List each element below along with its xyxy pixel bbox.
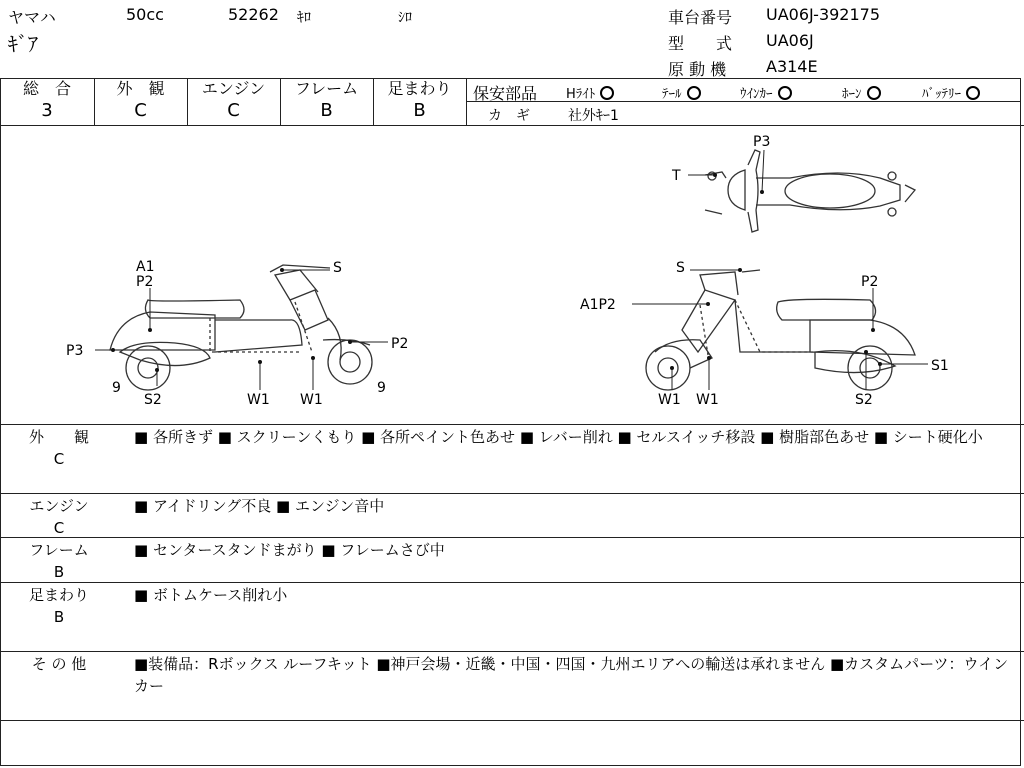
section-title: エンジン C [29, 497, 89, 537]
grade-frame: フレーム B [294, 79, 359, 121]
section-divider-5 [0, 720, 1024, 721]
ok-circle-icon [687, 86, 701, 100]
section-title: 足まわり B [28, 586, 89, 626]
model-name: ｷﾞｱ [8, 32, 38, 56]
grade-exterior: 外 観 C [116, 79, 165, 121]
model-type-label: 型 式 [668, 34, 733, 53]
label-a1-left: A1 [136, 259, 155, 275]
label-s2-right: S2 [855, 392, 873, 408]
frame-number-value: UA06J-392175 [766, 5, 881, 24]
section-title: そ の 他 [31, 655, 87, 673]
scooter-diagram [0, 126, 1024, 424]
section-divider-4 [0, 651, 1024, 652]
label-p3-left: P3 [66, 343, 84, 359]
section-title: フレーム B [29, 541, 89, 581]
engine-model-label: 原 動 機 [668, 60, 727, 79]
key-value: 社外ｷｰ1 [568, 108, 619, 124]
safety-item-horn: ﾎｰﾝ [842, 83, 881, 102]
safety-item-battery: ﾊﾞｯﾃﾘｰ [922, 83, 980, 102]
scooter-top-view [705, 150, 915, 232]
label-p2-left-front: P2 [391, 336, 409, 352]
mileage-unit: ｷﾛ [297, 10, 311, 26]
ok-circle-icon [966, 86, 980, 100]
diagram-bottom [0, 424, 1024, 425]
section-divider-2 [0, 537, 1024, 538]
frame-number-label: 車台番号 [668, 8, 733, 27]
ok-circle-icon [778, 86, 792, 100]
label-9-left-front: 9 [377, 380, 386, 396]
label-t-top: T [672, 168, 681, 184]
model-type-value: UA06J [766, 31, 814, 50]
label-w1-right-b: W1 [696, 392, 719, 408]
grade-overall: 総 合 3 [22, 79, 71, 121]
displacement: 50cc [126, 5, 164, 24]
label-9-left-rear: 9 [112, 380, 121, 396]
label-w1-left-a: W1 [247, 392, 270, 408]
label-w1-left-b: W1 [300, 392, 323, 408]
grade-divider [466, 78, 467, 125]
label-p3-top: P3 [753, 134, 771, 150]
label-p2-right: P2 [861, 274, 879, 290]
safety-item-tail: ﾃｰﾙ [662, 83, 701, 102]
section-notes: ■ アイドリング不良 ■ エンジン音中 [134, 497, 385, 515]
maker: ヤマハ [8, 8, 56, 27]
section-divider-3 [0, 582, 1024, 583]
safety-title: 保安部品 [473, 84, 538, 103]
label-w1-right-a: W1 [658, 392, 681, 408]
section-notes: ■装備品：Rボックス ルーフキット ■神戸会場・近畿・中国・四国・九州エリアへの輸送は承れません ■カスタムパーツ：ウインカー [134, 655, 1009, 695]
section-notes: ■ ボトムケース削れ小 [134, 586, 288, 604]
label-s-right: S [676, 260, 685, 276]
section-notes: ■ センタースタンドまがり ■ フレームさび中 [134, 541, 445, 559]
safety-item-headlight: Hﾗｲﾄ [566, 83, 614, 102]
ok-circle-icon [867, 86, 881, 100]
label-s1-right: S1 [931, 358, 949, 374]
section-title: 外 観 C [28, 428, 89, 468]
label-a1p2-right: A1P2 [580, 297, 616, 313]
grade-engine: エンジン C [201, 79, 266, 121]
ok-circle-icon [600, 86, 614, 100]
mileage: 52262 [228, 5, 279, 24]
color: ｼﾛ [398, 10, 412, 26]
section-notes: ■ 各所きず ■ スクリーンくもり ■ 各所ペイント色あせ ■ レバー削れ ■ セルスイッチ移設 ■ 樹脂部色あせ ■ シート硬化小 [134, 428, 983, 446]
label-s-left: S [333, 260, 342, 276]
label-p2-left-seat: P2 [136, 274, 154, 290]
grade-suspension: 足まわり B [387, 79, 452, 121]
label-s2-left: S2 [144, 392, 162, 408]
section-divider-1 [0, 493, 1024, 494]
engine-model-value: A314E [766, 57, 818, 76]
safety-item-winker: ｳｲﾝｶｰ [740, 83, 792, 102]
key-label: カ ギ [488, 108, 530, 124]
